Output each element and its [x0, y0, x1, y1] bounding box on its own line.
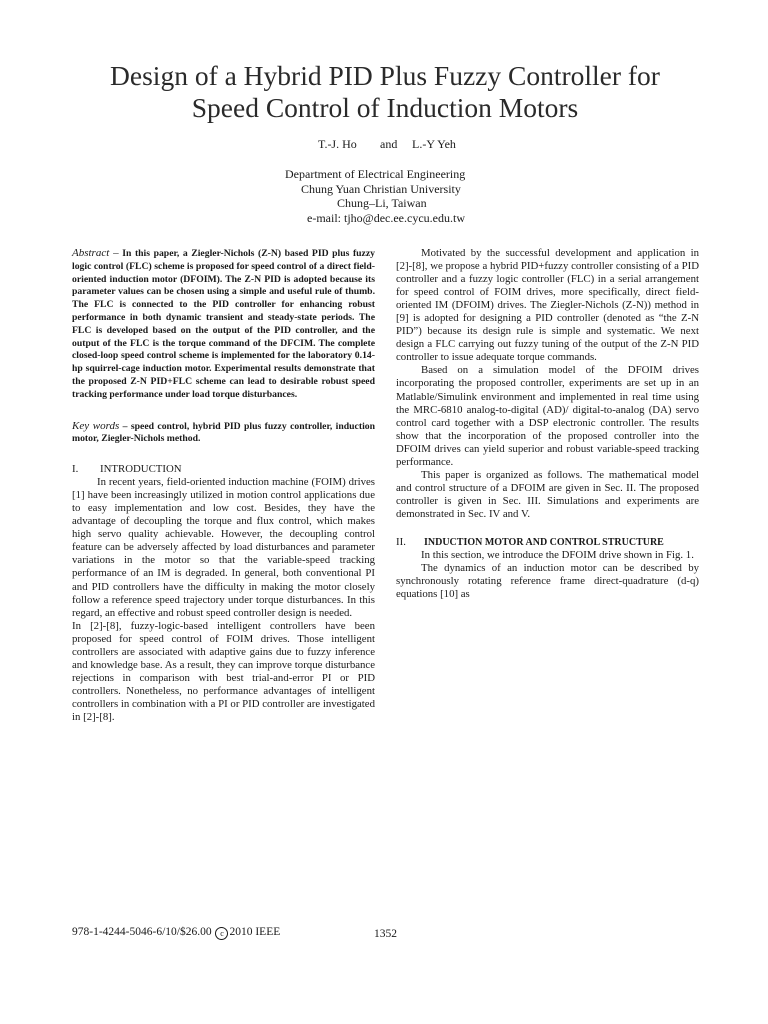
- paper-title: [60, 60, 710, 124]
- section-1-title: INTRODUCTION: [100, 463, 182, 476]
- intro-paragraph-2: In [2]-[8], fuzzy-logic-based intelligent controllers have been proposed for speed control of FOIM drives. Those intelligent controllers are associated with adaptive gains due to fuzzy inference and knowledge base. As a result, they can improve torque disturbance rejections in comparison with best trial-and-error PI or PID controllers. Nonetheless, no performance advantages of intelligent controllers in combination with a PI or PID controller are investigated in [2]-[8].: [72, 619, 375, 723]
- intro-paragraph-1: In recent years, field-oriented induction machine (FOIM) drives [1] have been increasingly utilized in motion control applications due to easy implementation and low cost. Besides, they have the advantage of decoupling the torque and flux control, which makes high servo quality achievable. However, the decoupling control feature can be adversely affected by load disturbances and parameter variations in the motor so that the variable-speed tracking performance of an IM is degraded. In general, both conventional PI and PID controllers have the difficulty in making the motor closely follow a reference speed trajectory under torque disturbances. In this regard, an effective and robust speed controller design is needed.: [72, 476, 375, 619]
- footer-isbn-line: [72, 926, 280, 940]
- abstract-label: Abstract –: [72, 247, 119, 259]
- intro-paragraph-3: Motivated by the successful development and application in [2]-[8], we propose a hybrid PID+fuzzy controller consisting of a PID controller and a fuzzy logic controller (FLC) in a serial arrangement for speed control of FOIM drives, more specifically, direct field-oriented IM (DFOIM) drives. The Ziegler-Nichols (Z-N)) method in [9] is adopted for designing a PID controller (denoted as “the Z-N PID”) because its design rule is simple and systematic. We next design a FLC carrying out fuzzy tuning of the output of the Z-N PID controller to issue adequate torque commands.: [396, 247, 699, 364]
- affiliation-email: e-mail: tjho@dec.ee.cycu.edu.tw: [307, 210, 465, 225]
- copyright-icon: c: [215, 927, 228, 940]
- author-1: T.-J. Ho: [318, 137, 357, 151]
- title-line-2: Speed Control of Induction Motors: [191, 92, 579, 123]
- section-1-heading: [72, 463, 375, 476]
- author-2: L.-Y Yeh: [412, 137, 456, 151]
- right-column: [396, 247, 699, 601]
- affiliation: [280, 167, 480, 225]
- intro-paragraph-5: This paper is organized as follows. The mathematical model and control structure of a DFOIM are given in Sec. II. The proposed controller is given in Sec. III. Simulations and experiments are demonstrated in Sec. IV and V.: [396, 468, 699, 520]
- left-column: [72, 247, 375, 724]
- affiliation-university: Chung Yuan Christian University: [301, 181, 461, 196]
- keywords-text: – speed control, hybrid PID plus fuzzy controller, induction motor, Ziegler-Nichols method.: [72, 420, 375, 445]
- page-number: 1352: [374, 928, 397, 940]
- keywords-label: Key words: [72, 419, 120, 432]
- abstract: [72, 247, 375, 402]
- intro-paragraph-4: Based on a simulation model of the DFOIM drives incorporating the proposed controller, experiments are set up in an Matlable/Simulink environment and implemented in real time using the MRC-6810 analog-to-digital (AD)/ digital-to-analog (DA) servo control card together with a DSP electronic controller. The results show that the incorporation of the proposed controller into the DFOIM drives can yield superior and robust variable-speed tracking performance.: [396, 364, 699, 468]
- section-2-number: II.: [396, 535, 406, 548]
- abstract-text: In this paper, a Ziegler-Nichols (Z-N) based PID plus fuzzy logic control (FLC) scheme is proposed for speed control of a direct field-oriented induction motor (DFOIM). The Z-N PID is adopted because its parameter values can be chosen using a simple and useful rule of thumb. The FLC is connected to the PID controller for enhancing robust performance in both dynamic transient and steady-state periods. The FLC is developed based on the output of the PID controller, and the output of the FLC is the torque command of the DFCIM. The complete closed-loop speed control scheme is implemented for the laboratory 0.14-hp squirrel-cage induction motor. Experimental results demonstrate that the proposed Z-N PID+FLC scheme can lead to desirable robust speed tracking performance under load torque disturbances.: [72, 248, 376, 400]
- affiliation-city: Chung–Li, Taiwan: [337, 196, 427, 210]
- section-2-paragraph-1: In this section, we introduce the DFOIM drive shown in Fig. 1.: [421, 548, 694, 561]
- section-2-paragraph-2: The dynamics of an induction motor can be described by synchronously rotating reference frame direct-quadrature (d-q) equations [10] as: [396, 562, 699, 601]
- author-connector: and: [380, 137, 398, 151]
- footer-isbn: 978-1-4244-5046-6/10/$26.00: [72, 926, 212, 938]
- section-2-title: INDUCTION MOTOR AND CONTROL STRUCTURE: [424, 536, 664, 548]
- section-1-number: I.: [72, 463, 79, 476]
- title-line-1: Design of a Hybrid PID Plus Fuzzy Controller for: [110, 60, 660, 91]
- keywords: [72, 420, 375, 447]
- affiliation-department: Department of Electrical Engineering: [285, 167, 466, 181]
- footer-publisher: 2010 IEEE: [229, 926, 281, 938]
- section-2-heading: [396, 536, 699, 549]
